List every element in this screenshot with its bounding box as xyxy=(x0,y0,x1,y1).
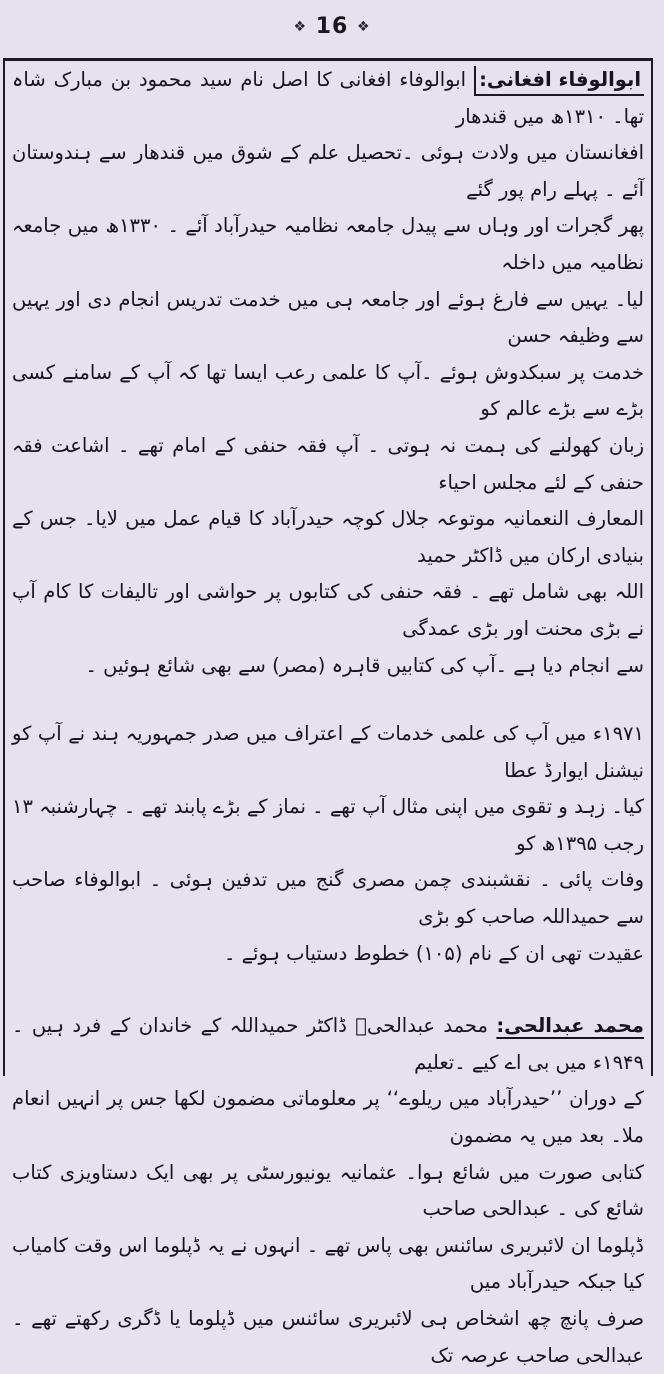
text-line: صرف پانچ چھ اشخاص ہی لائبریری سائنس میں ڈپلوما یا ڈگری رکھتے تھے ۔ عبدالحی صاحب عرصہ تک xyxy=(12,1307,644,1367)
text-line: کیا۔ زہد و تقوی میں اپنی مثال آپ تھے ۔ نماز کے بڑے پابند تھے ۔ چہارشنبہ ۱۳ رجب ۱۳۹۵ھ کو xyxy=(12,795,644,855)
text-line: کے دوران ’’حیدرآباد میں ریلوے‘‘ پر معلوماتی مضمون لکھا جس پر انہیں انعام ملا۔ بعد میں یہ مضمون xyxy=(12,1087,644,1148)
paragraph-award xyxy=(12,716,644,972)
section-heading-abdulhai: محمد عبدالحی: xyxy=(496,1014,644,1038)
text-line: پھر گجرات اور وہاں سے پیدل جامعہ نظامیہ حیدرآباد آئے ۔ ۱۳۳۰ھ میں جامعہ نظامیہ میں داخلہ xyxy=(12,214,644,274)
text-line: عقیدت تھی ان کے نام (۱۰۵) خطوط دستیاب ہوئے ۔ xyxy=(224,941,644,965)
page-content xyxy=(12,62,644,1374)
ornament-left-icon: ❖ xyxy=(293,19,308,35)
paragraph-abdulhai xyxy=(12,1008,644,1374)
text-line: المعارف النعمانیہ موتوعہ جلال کوچہ حیدرآباد کا قیام عمل میں لایا۔ جس کے بنیادی ارکان میں ڈاکٹر حمید xyxy=(12,507,644,567)
text-line: ۱۹۷۱ء میں آپ کی علمی خدمات کے اعتراف میں صدر جمہوریہ ہند نے آپ کو نیشنل ایوارڈ عطا xyxy=(12,722,644,782)
text-line: زبان کھولنے کی ہمت نہ ہوتی ۔ آپ فقہ حنفی کے امام تھے ۔ اشاعت فقہ حنفی کے لئے مجلس احیاء xyxy=(12,433,644,494)
text-line: کتابی صورت میں شائع ہوا۔ عثمانیہ یونیورسٹی پر بھی ایک دستاویزی کتاب شائع کی ۔ عبدالحی صاحب xyxy=(12,1160,644,1221)
text-line: محمد عبدالحی: محمد عبدالحیؒ ڈاکٹر حمیداللہ کے خاندان کے فرد ہیں ۔ ۱۹۴۹ء میں بی اے کیے ۔تعلیم xyxy=(12,1014,644,1074)
text-line: وفات پائی ۔ نقشبندی چمن مصری گنج میں تدفین ہوئی ۔ ابوالوفاء صاحب سے حمیداللہ صاحب کو بڑی xyxy=(12,868,644,929)
paragraph-gap xyxy=(12,972,644,1008)
text-line: لیا۔ یہیں سے فارغ ہوئے اور جامعہ ہی میں خدمت تدریس انجام دی اور یہیں سے وظیفہ حسن xyxy=(12,287,644,348)
text-line: ابوالوفاء افغانی: ابوالوفاء افغانی کا اصل نام سید محمود بن مبارک شاہ تھا۔ ۱۳۱۰ھ میں قندھار xyxy=(12,68,644,128)
page-number xyxy=(0,14,664,39)
paragraph-abulwafa xyxy=(12,62,644,684)
paragraph-gap xyxy=(12,684,644,716)
section-heading-abulwafa: ابوالوفاء افغانی: xyxy=(474,66,644,96)
ornament-right-icon: ❖ xyxy=(356,19,371,35)
text-line: خدمت پر سبکدوش ہوئے ۔آپ کا علمی رعب ایسا تھا کہ آپ کے سامنے کسی بڑے سے بڑے عالم کو xyxy=(12,360,644,421)
text-line: ڈپلوما ان لائبریری سائنس بھی پاس تھے ۔ انہوں نے یہ ڈپلوما اس وقت کامیاب کیا جبکہ حیدرآباد میں xyxy=(12,1233,644,1294)
text-line: افغانستان میں ولادت ہوئی ۔تحصیل علم کے شوق میں قندھار سے ہندوستان آئے ۔ پہلے رام پور گئے xyxy=(12,141,644,201)
text-line: سے انجام دیا ہے ۔آپ کی کتابیں قاہرہ (مصر) سے بھی شائع ہوئیں ۔ xyxy=(85,653,644,677)
text-line: اللہ بھی شامل تھے ۔ فقہ حنفی کی کتابوں پر حواشی اور تالیفات کا کام آپ نے بڑی محنت اور بڑی عمدگی xyxy=(12,580,644,640)
page-number-text: 16 xyxy=(315,14,349,39)
